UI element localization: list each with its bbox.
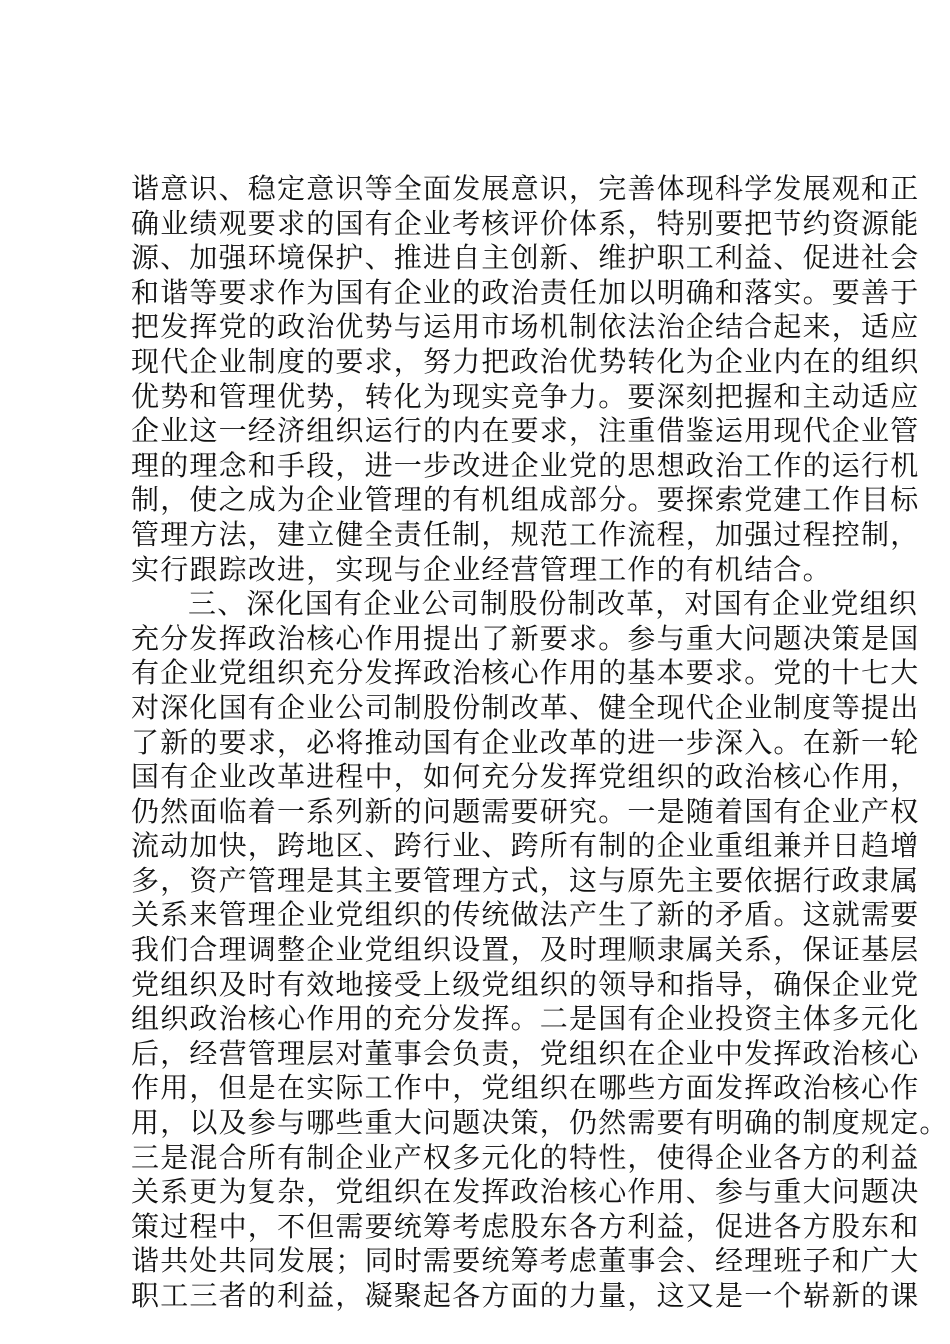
text-line: 三是混合所有制企业产权多元化的特性，使得企业各方的利益 bbox=[131, 1140, 920, 1174]
text-line: 关系来管理企业党组织的传统做法产生了新的矛盾。这就需要 bbox=[131, 898, 920, 932]
text-line: 优势和管理优势，转化为现实竞争力。要深刻把握和主动适应 bbox=[131, 379, 920, 413]
text-line: 充分发挥政治核心作用提出了新要求。参与重大问题决策是国 bbox=[131, 621, 920, 655]
text-line: 谐共处共同发展；同时需要统筹考虑董事会、经理班子和广大 bbox=[131, 1244, 920, 1278]
text-line: 谐意识、稳定意识等全面发展意识，完善体现科学发展观和正 bbox=[131, 172, 920, 205]
text-line: 关系更为复杂，党组织在发挥政治核心作用、参与重大问题决 bbox=[131, 1175, 920, 1209]
text-line: 党组织及时有效地接受上级党组织的领导和指导，确保企业党 bbox=[131, 967, 920, 1001]
section-heading-line: 三、深化国有企业公司制股份制改革，对国有企业党组织 bbox=[188, 587, 919, 621]
text-line: 后，经营管理层对董事会负责，党组织在企业中发挥政治核心 bbox=[131, 1036, 920, 1070]
text-line: 作用，但是在实际工作中，党组织在哪些方面发挥政治核心作 bbox=[131, 1071, 920, 1105]
text-line: 我们合理调整企业党组织设置，及时理顺隶属关系，保证基层 bbox=[131, 933, 920, 967]
text-line: 源、加强环境保护、推进自主创新、维护职工利益、促进社会 bbox=[131, 241, 920, 275]
text-line: 多，资产管理是其主要管理方式，这与原先主要依据行政隶属 bbox=[131, 863, 920, 897]
text-line: 确业绩观要求的国有企业考核评价体系，特别要把节约资源能 bbox=[131, 206, 920, 240]
text-line: 用，以及参与哪些重大问题决策，仍然需要有明确的制度规定。 bbox=[131, 1106, 949, 1140]
text-line: 和谐等要求作为国有企业的政治责任加以明确和落实。要善于 bbox=[131, 275, 920, 309]
text-line: 策过程中，不但需要统筹考虑股东各方利益，促进各方股东和 bbox=[131, 1209, 920, 1243]
text-line: 实行跟踪改进，实现与企业经营管理工作的有机结合。 bbox=[131, 552, 832, 586]
text-line: 有企业党组织充分发挥政治核心作用的基本要求。党的十七大 bbox=[131, 656, 920, 690]
text-line: 了新的要求，必将推动国有企业改革的进一步深入。在新一轮 bbox=[131, 725, 920, 759]
body-text bbox=[131, 172, 949, 1314]
text-line: 组织政治核心作用的充分发挥。二是国有企业投资主体多元化 bbox=[131, 1002, 920, 1036]
text-line: 流动加快，跨地区、跨行业、跨所有制的企业重组兼并日趋增 bbox=[131, 829, 920, 863]
text-line: 国有企业改革进程中，如何充分发挥党组织的政治核心作用， bbox=[131, 760, 920, 794]
text-line: 现代企业制度的要求，努力把政治优势转化为企业内在的组织 bbox=[131, 344, 920, 378]
text-line: 对深化国有企业公司制股份制改革、健全现代企业制度等提出 bbox=[131, 690, 920, 724]
text-line: 职工三者的利益，凝聚起各方面的力量，这又是一个崭新的课 bbox=[131, 1279, 920, 1312]
text-line: 理的理念和手段，进一步改进企业党的思想政治工作的运行机 bbox=[131, 448, 920, 482]
text-line: 仍然面临着一系列新的问题需要研究。一是随着国有企业产权 bbox=[131, 794, 920, 828]
text-line: 管理方法，建立健全责任制，规范工作流程，加强过程控制， bbox=[131, 517, 920, 551]
text-line: 把发挥党的政治优势与运用市场机制依法治企结合起来，适应 bbox=[131, 310, 920, 344]
text-line: 制，使之成为企业管理的有机组成部分。要探索党建工作目标 bbox=[131, 483, 920, 517]
text-line: 企业这一经济组织运行的内在要求，注重借鉴运用现代企业管 bbox=[131, 414, 920, 448]
